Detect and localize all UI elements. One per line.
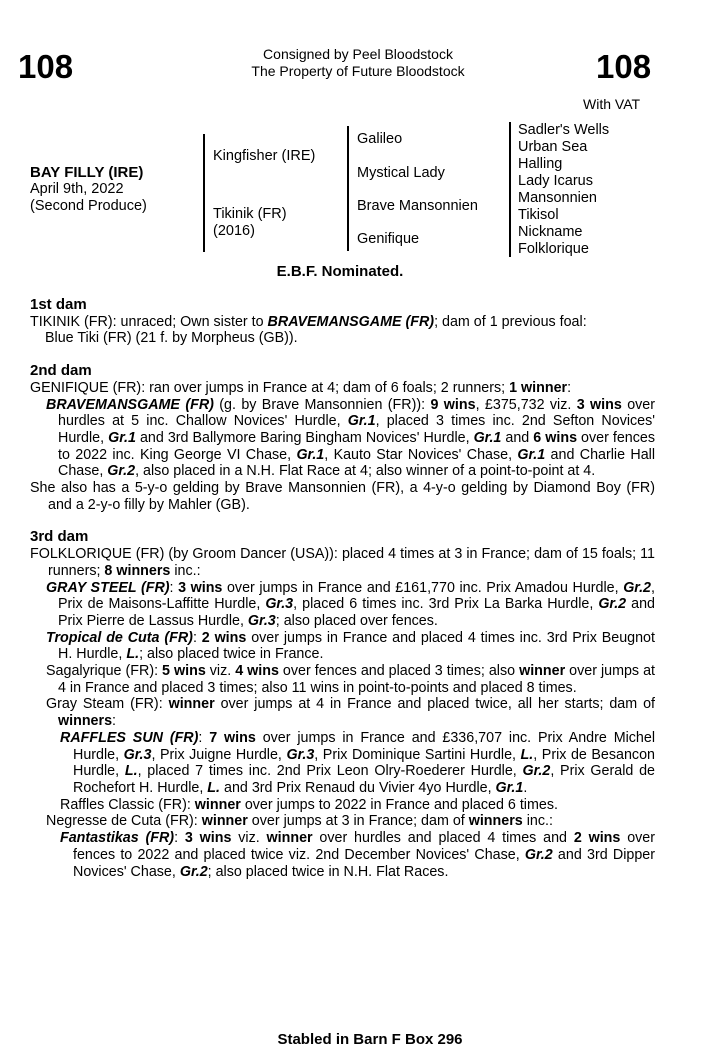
granddam-sire: Mystical Lady [357, 165, 445, 181]
pedigree-line-1 [203, 134, 205, 252]
consignor-block [0, 46, 716, 80]
fantastikas-para: Fantastikas (FR): 3 wins viz. winner over hurdles and placed 4 times and 2 wins over fences to 2022 and placed twice viz. 2nd December Novices' Chase, Gr.2 and 3rd Dipper Novices' Chase, Gr.2; also placed twice in N.H. Flat Races. [60, 830, 656, 880]
ggp-6: Tikisol [518, 207, 559, 223]
granddam-dam: Genifique [357, 231, 420, 247]
ggp-1: Sadler's Wells [518, 122, 610, 138]
third-dam-heading: 3rd dam [30, 528, 89, 546]
horse-name: BAY FILLY (IRE) [30, 164, 144, 181]
gray-steam-para: Gray Steam (FR): winner over jumps at 4 in France and placed twice, all her starts; dam of winners: [46, 696, 655, 730]
ggp-2: Urban Sea [518, 139, 588, 155]
second-dam-other: She also has a 5-y-o gelding by Brave Mansonnien (FR), a 4-y-o gelding by Diamond Boy (FR) and a 2-y-o filly by Mahler (GB). [30, 480, 655, 513]
third-dam-para: FOLKLORIQUE (FR) (by Groom Dancer (USA)): placed 4 times at 3 in France; dam of 15 foals; 11 runners; 8 winners inc.: [30, 546, 655, 579]
second-dam-para: GENIFIQUE (FR): ran over jumps in France at 4; dam of 6 foals; 2 runners; 1 winner: [30, 379, 572, 396]
consignor-line: Consigned by Peel Bloodstock [263, 46, 453, 62]
raffles-sun-para: RAFFLES SUN (FR): 7 wins over jumps in France and £336,707 inc. Prix Andre Michel Hurdle, Gr.3, Prix Juigne Hurdle, Gr.3, Prix Dominique Sartini Hurdle, L., Prix de Besancon Hurdle, L., placed 7 times inc. 2nd Prix Leon Olry-Roederer Hurdle, Gr.2, Prix Gerald de Rochefort H. Hurdle, L. and 3rd Prix Renaud du Vivier 4yo Hurdle, Gr.1. [60, 729, 656, 796]
gray-steel-para: GRAY STEEL (FR): 3 wins over jumps in France and £161,770 inc. Prix Amadou Hurdle, Gr.2, Prix de Maisons-Laffitte Hurdle, Gr.3, placed 6 times inc. 3rd Prix La Barka Hurdle, Gr.2 and Prix Pierre de Lassus Hurdle, Gr.3; also placed over fences. [46, 579, 656, 629]
first-dam-para: TIKINIK (FR): unraced; Own sister to BRAVEMANSGAME (FR); dam of 1 previous foal: [30, 313, 587, 330]
property-line: The Property of Future Bloodstock [251, 63, 465, 79]
catalogue-body [30, 297, 655, 880]
produce-note: (Second Produce) [30, 198, 147, 214]
first-dam-heading: 1st dam [30, 296, 87, 313]
great-grandparents [518, 122, 609, 258]
foaling-date: April 9th, 2022 [30, 181, 124, 197]
grandsire-dam: Brave Mansonnien [357, 198, 478, 214]
grandsire-sire: Galileo [357, 131, 403, 147]
pedigree-line-3 [509, 122, 511, 257]
ggp-3: Halling [518, 156, 563, 172]
dam-label: Tikinik (FR) [213, 206, 287, 222]
lot-number-left: 108 [18, 48, 74, 85]
ggp-5: Mansonnien [518, 190, 597, 206]
stabled-note: Stabled in Barn F Box 296 [277, 1031, 463, 1048]
sagalyrique-para: Sagalyrique (FR): 5 wins viz. 4 wins over fences and placed 3 times; also winner over jumps at 4 in France and placed 3 times; also 11 wins in point-to-points and placed 8 times. [46, 663, 655, 696]
negresse-para: Negresse de Cuta (FR): winner over jumps at 3 in France; dam of winners inc.: [46, 813, 553, 830]
sire-name: Kingfisher (IRE) [213, 148, 316, 164]
dam-name [213, 206, 287, 240]
first-dam-foal: Blue Tiki (FR) (21 f. by Morpheus (GB)). [45, 330, 298, 347]
ggp-7: Nickname [518, 224, 583, 240]
dam-year: (2016) [213, 223, 255, 239]
bravemansgame-para: BRAVEMANSGAME (FR) (g. by Brave Mansonnien (FR)): 9 wins, £375,732 viz. 3 wins over hurdles at 5 inc. Challow Novices' Hurdle, Gr.1, placed 3 times inc. 2nd Sefton Novices' Hurdle, Gr.1 and 3rd Ballymore Baring Bingham Novices' Hurdle, Gr.1 and 6 wins over fences to 2022 inc. King George VI Chase, Gr.1, Kauto Star Novices' Chase, Gr.1 and Charlie Hall Chase, Gr.2, also placed in a N.H. Flat Race at 4; also winner of a point-to-point at 4. [46, 396, 656, 480]
second-dam-heading: 2nd dam [30, 362, 92, 380]
ggp-8: Folklorique [518, 241, 589, 257]
horse-description [30, 164, 147, 215]
raffles-classic-para: Raffles Classic (FR): winner over jumps to 2022 in France and placed 6 times. [60, 796, 558, 813]
pedigree-line-2 [347, 126, 349, 251]
tropical-de-cuta-para: Tropical de Cuta (FR): 2 wins over jumps in France and placed 4 times inc. 3rd Prix Beugnot H. Hurdle, L.; also placed twice in France. [46, 629, 655, 663]
ebf-nominated: E.B.F. Nominated. [276, 263, 404, 280]
ggp-4: Lady Icarus [518, 173, 593, 189]
vat-note: With VAT [583, 96, 641, 112]
lot-number-right: 108 [596, 48, 652, 85]
